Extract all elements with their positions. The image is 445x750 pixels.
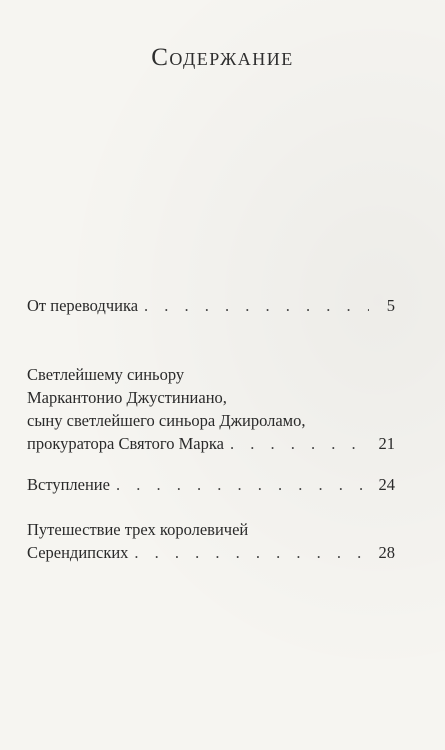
toc-entry-title: От переводчика [27,296,139,315]
toc-entry-line [27,432,395,455]
leader-dots [144,294,369,317]
toc-page-number: 5 [386,296,395,315]
page-title: Содержание [151,44,294,71]
toc-page-number: 21 [378,434,395,453]
toc-entry [27,294,395,317]
toc-entry-title-line: сыну светлейшего синьора Джироламо, [27,411,306,430]
leader-dots [116,473,369,496]
toc-entry-title: Вступление [27,475,110,494]
leader-dots [230,432,369,455]
toc-entry-title: Серендипских [27,543,129,562]
toc-entry-line [27,541,395,564]
leader-dots [134,541,369,564]
toc-entry [27,518,395,564]
toc-page-number: 24 [378,475,395,494]
toc-entry-title-line: Светлейшему синьору [27,365,185,384]
toc-entry-title-line: Путешествие трех королевичей [27,520,249,539]
toc-entry [27,473,395,496]
toc-entry [27,363,395,455]
toc-entry-line [27,473,395,496]
toc-entry-title-line: Маркантонио Джустиниано, [27,388,227,407]
toc-page-number: 28 [378,543,395,562]
toc-entry-line [27,294,395,317]
toc-entry-title: прокуратора Святого Марка [27,434,224,453]
